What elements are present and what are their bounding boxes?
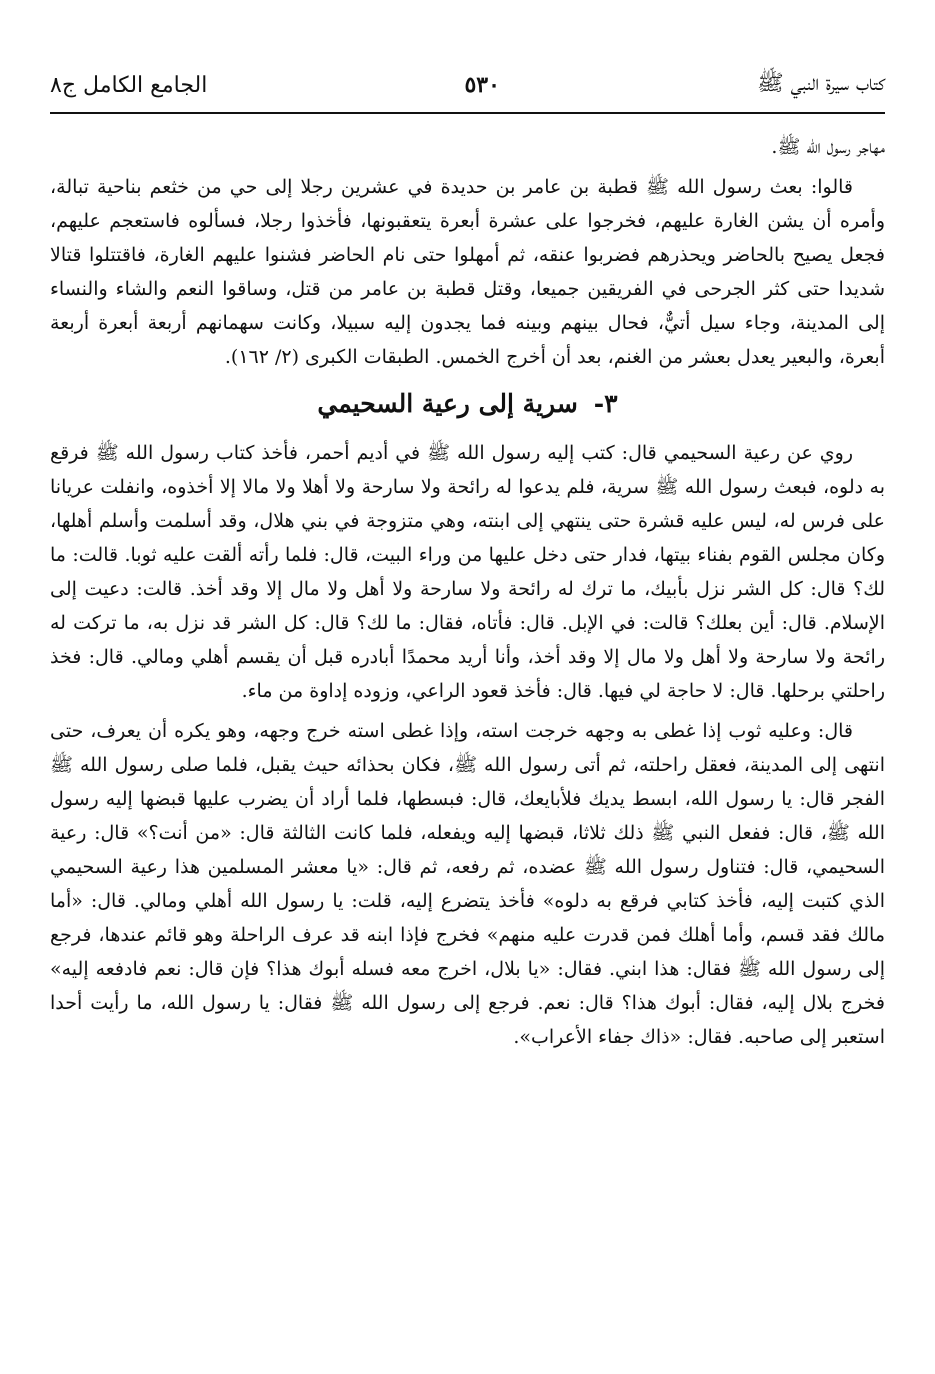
section-title: سرية إلى رعية السحيمي xyxy=(317,389,578,418)
page-number: ٥٣٠ xyxy=(464,72,500,98)
page-body xyxy=(50,130,885,1060)
header-divider xyxy=(50,112,885,114)
paragraph-riya-letter: روي عن رعية السحيمي قال: كتب إليه رسول الله ﷺ في أديم أحمر، فأخذ كتاب رسول الله ﷺ فرقع به دلوه، فبعث رسول الله ﷺ سرية، فلم يدعوا له رائحة ولا سارحة ولا أهلا ولا مالا إلا أخذوه، وانفلت عريانا على فرس له، ليس عليه قشرة حتى ينتهي إلى ابنته، وهي متزوجة في بني هلال، وقد أسلمت وأسلم أهلها، وكان مجلس القوم بفناء بيتها، فدار حتى دخل عليها من وراء البيت، قال: فلما رأته ألقت عليه ثوبا. قالت: ما لك؟ قال: كل الشر نزل بأبيك، ما ترك له رائحة ولا سارحة ولا أهل ولا مال إلا وقد أخذ. قالت: دعيت إلى الإسلام. قال: أين بعلك؟ قالت: في الإبل. قال: فأتاه، فقال: ما لك؟ قال: كل الشر قد نزل به، ما تركت له رائحة ولا سارحة ولا أهل ولا مال إلا وقد أخذ، وأنا أريد محمدًا أبادره قبل أن يقسم أهلي ومالي. قال: فخذ راحلتي برحلها. قال: لا حاجة لي فيها. قال: فأخذ قعود الراعي، وزوده إداوة من ماء. xyxy=(50,442,886,702)
section-heading xyxy=(50,384,885,424)
section-number: ٣- xyxy=(593,389,618,418)
volume-label: الجامع الكامل ج٨ xyxy=(50,72,208,98)
continuation-line: مهاجر رسول الله ﷺ. xyxy=(771,136,885,158)
running-header xyxy=(50,62,885,108)
paragraph-qutba-raid: قالوا: بعث رسول الله ﷺ قطبة بن عامر بن حديدة في عشرين رجلا إلى حي من خثعم بناحية تبالة، وأمره أن يشن الغارة عليهم، فخرجوا على عشرة أبعرة يتعقبونها، فأخذوا رجلا، فسألوه فاستعجم عليهم، فجعل يصيح بالحاضر ويحذرهم فضربوا عنقه، ثم أمهلوا حتى نام الحاضر فشنوا عليهم الغارة، فاقتتلوا قتالا شديدا حتى كثر الجرحى في الفريقين جميعا، وقتل قطبة بن عامر من قتل، وساقوا النعم والشاء والنساء إلى المدينة، وجاء سيل أتيٌّ، فحال بينهم وبينه فما يجدون إليه سبيلا، وكانت سهمانهم أربعة أبعرة أربعة أبعرة، والبعير يعدل بعشر من الغنم، بعد أن أخرج الخمس. الطبقات الكبرى (٢/ ١٦٢). xyxy=(50,176,885,368)
book-title: كتاب سيرة النبي ﷺ xyxy=(757,71,885,96)
paragraph-riya-arrival: قال: وعليه ثوب إذا غطى به وجهه خرجت استه، وإذا غطى استه خرج وجهه، وهو يكره أن يعرف، حتى انتهى إلى المدينة، فعقل راحلته، ثم أتى رسول الله ﷺ، فكان بحذائه حيث يقبل، فلما صلى رسول الله ﷺ الفجر قال: يا رسول الله، ابسط يديك فلأبايعك، قال: فبسطها، فلما أراد أن يضرب عليها قبضها إليه رسول الله ﷺ، قال: ففعل النبي ﷺ ذلك ثلاثا، قبضها إليه ويفعله، فلما كانت الثالثة قال: «من أنت؟» قال: رعية السحيمي، قال: فتناول رسول الله ﷺ عضده، ثم رفعه، ثم قال: «يا معشر المسلمين هذا رعية السحيمي الذي كتبت إليه، فأخذ كتابي فرقع به دلوه» فأخذ يتضرع إليه، قلت: يا رسول الله أهلي ومالي. قال: «أما مالك فقد قسم، وأما أهلك فمن قدرت عليه منهم» فخرج فإذا ابنه قد عرف الراحلة وهو قائم عندها، فرجع إلى رسول الله ﷺ فقال: هذا ابني. فقال: «يا بلال، اخرج معه فسله أبوك هذا؟ فإن قال: نعم فادفعه إليه» فخرج بلال إليه، فقال: أبوك هذا؟ قال: نعم. فرجع إلى رسول الله ﷺ فقال: يا رسول الله، ما رأيت أحدا استعبر إلى صاحبه. فقال: «ذاك جفاء الأعراب». xyxy=(50,720,885,1048)
